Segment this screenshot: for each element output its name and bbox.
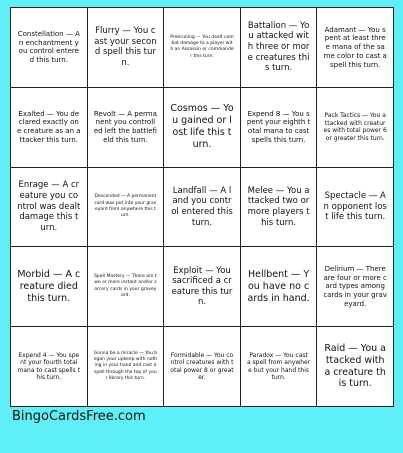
bingo-cell[interactable]: Spell Mastery — There are two or more instant and/or sorcery cards in your graveyard. [88, 247, 165, 327]
bingo-cell[interactable]: Cosmos — You gained or lost life this turn. [164, 88, 241, 168]
bingo-cell[interactable]: Enrage — A creature you control was dealt damage this turn. [11, 168, 88, 248]
bingo-board [10, 7, 394, 407]
bingo-cell[interactable]: Delirium — There are four or more card types among cards in your graveyard. [317, 247, 394, 327]
bingo-cell[interactable]: Raid — You attacked with a creature this turn. [317, 327, 394, 407]
bingo-cell[interactable]: Paradox — You cast a spell from anywhere but your hand this turn. [241, 327, 318, 407]
bingo-cell[interactable]: Descended — A permanent card was put into your graveyard from anywhere this turn. [88, 168, 165, 248]
bingo-cell[interactable]: Expend 4 — You spent your fourth total mana to cast spells this turn. [11, 327, 88, 407]
bingo-cell[interactable]: Spectacle ― An opponent lost life this turn. [317, 168, 394, 248]
bingo-cell[interactable]: Landfall — A land you control entered this turn. [164, 168, 241, 248]
bingo-cell[interactable]: Morbid — A creature died this turn. [11, 247, 88, 327]
bingo-cell[interactable]: Gonna be a miracle — You began your upkeep with nothing in your hand and cast a spell through the top of your library this turn. [88, 327, 165, 407]
bingo-cell[interactable]: Battalion — You attacked with three or more creatures this turn. [241, 8, 318, 88]
bingo-grid [10, 7, 394, 407]
bingo-cell[interactable]: Revolt — A permanent you controlled left the battlefield this turn. [88, 88, 165, 168]
bingo-cell[interactable]: Pack Tactics ― You attacked with creatures with total power 6 or greater this turn. [317, 88, 394, 168]
bingo-cell[interactable]: Flurry — You cast your second spell this turn. [88, 8, 165, 88]
bingo-cell[interactable]: Preeruning — You dealt combat damage to a player with an Assassin or commander this turn. [164, 8, 241, 88]
bingo-cell[interactable]: Adamant — You spent at least three mana of the same color to cast a spell this turn. [317, 8, 394, 88]
bingo-cell[interactable]: Constellation — An enchantment you control entered this turn. [11, 8, 88, 88]
bingo-cell[interactable]: Exploit — You sacrificed a creature this turn. [164, 247, 241, 327]
bingo-cell[interactable]: Hellbent — You have no cards in hand. [241, 247, 318, 327]
bingo-cell[interactable]: Exalted — You declared exactly one creature as an attacker this turn. [11, 88, 88, 168]
bingo-cell[interactable]: Melee — You attacked two or more players this turn. [241, 168, 318, 248]
bingo-cell[interactable]: Formidable — You control creatures with total power 8 or greater. [164, 327, 241, 407]
bingo-cell[interactable]: Expend 8 — You spent your eighth total mana to cast spells this turn. [241, 88, 318, 168]
footer-site-name: BingoCardsFree.com [12, 409, 146, 424]
